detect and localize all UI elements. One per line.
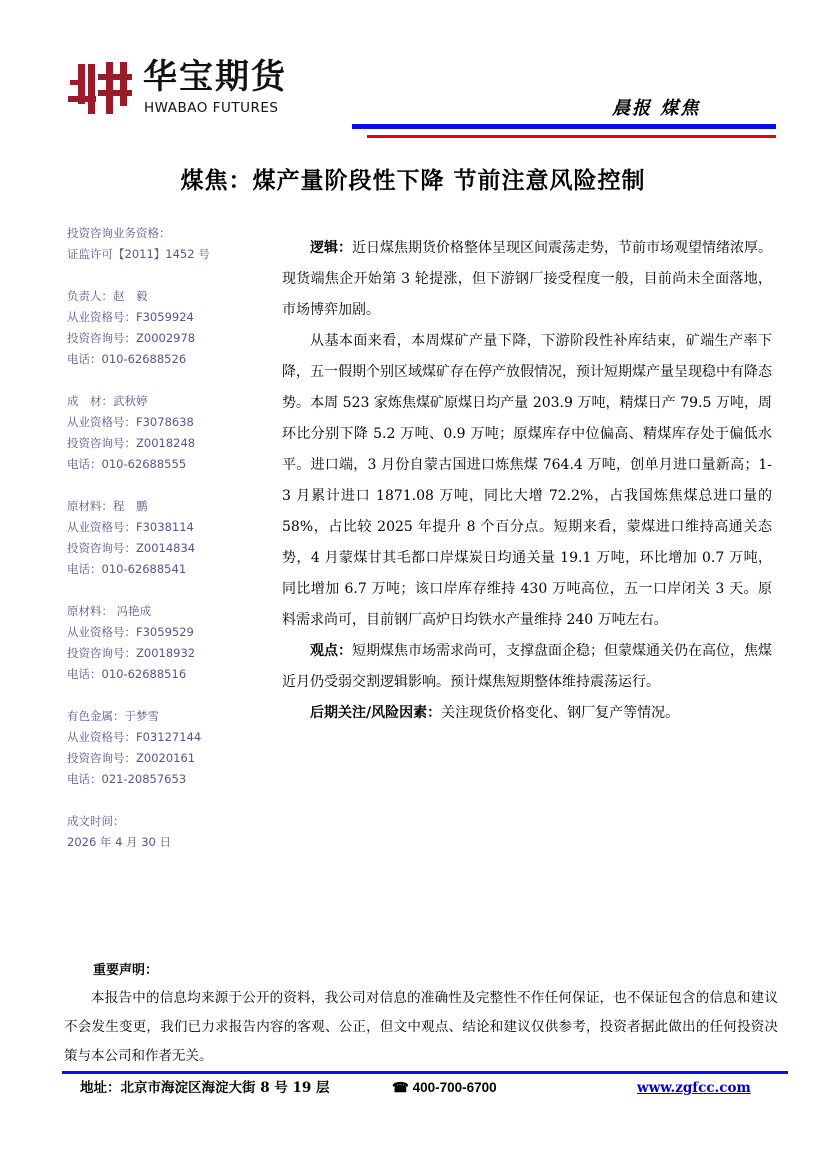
risk-paragraph bbox=[282, 698, 772, 729]
header-divider-blue bbox=[352, 124, 776, 129]
analyst-qualification: 从业资格号：F03127144 bbox=[67, 730, 202, 744]
date-label: 成文时间： bbox=[67, 814, 125, 828]
disclaimer-title: 重要声明： bbox=[93, 963, 159, 978]
view-paragraph bbox=[282, 636, 772, 698]
analyst-consult-number: 投资咨询号：Z0020161 bbox=[67, 751, 196, 765]
analyst-qualification: 从业资格号：F3059529 bbox=[67, 625, 194, 639]
date-value: 2026 年 4 月 30 日 bbox=[67, 835, 171, 849]
footer-phone bbox=[392, 1078, 637, 1098]
analyst-phone: 电话：010-62688555 bbox=[67, 457, 187, 471]
analyst-consult-number: 投资咨询号：Z0002978 bbox=[67, 331, 196, 345]
fundamentals-paragraph: 从基本面来看，本周煤矿产量下降，下游阶段性补库结束，矿端生产率下降，五一假期个别区域煤矿存在停产放假情况，预计短期煤产量呈现稳中有降态势。本周 523 家炼焦煤矿原煤日均产量 203.9 万吨，精煤日产 79.5 万吨，周环比分别下降 5.2 万吨、0.9 万吨；原煤库存中位偏高、精煤库存处于偏低水平。进口端，3 月份自蒙古国进口炼焦煤 764.4 万吨，创单月进口量新高；1-3 月累计进口 1871.08 万吨，同比大增 72.2%，占我国炼焦煤总进口量的 58%，占比较 2025 年提升 8 个百分点。短期来看，蒙煤进口维持高通关态势，4 月蒙煤甘其毛都口岸煤炭日均通关量 19.1 万吨，环比增加 0.7 万吨，同比增加 6.7 万吨；该口岸库存维持 430 万吨高位，五一口岸闭关 3 天。原料需求尚可，目前钢厂高炉日均铁水产量维持 240 万吨左右。 bbox=[282, 333, 772, 628]
report-type-label: 晨报 煤焦 bbox=[612, 98, 701, 119]
analyst-qualification: 从业资格号：F3059924 bbox=[67, 310, 194, 324]
analyst-role: 有色金属：于梦雪 bbox=[67, 709, 159, 723]
analyst-phone: 电话：010-62688541 bbox=[67, 562, 187, 576]
risk-text: 关注现货价格变化、钢厂复产等情况。 bbox=[441, 705, 680, 721]
view-text: 短期煤焦市场需求尚可，支撑盘面企稳；但蒙煤通关仍在高位，焦煤近月仍受弱交割逻辑影响。预计煤焦短期整体维持震荡运行。 bbox=[282, 643, 772, 690]
analyst-sidebar bbox=[67, 223, 267, 853]
analyst-role: 成 材：武秋婷 bbox=[67, 394, 148, 408]
phone-icon: ☎ bbox=[392, 1080, 409, 1095]
phone-number: 400-700-6700 bbox=[412, 1080, 497, 1095]
header-divider-red bbox=[367, 135, 776, 138]
logic-text: 近日煤焦期货价格整体呈现区间震荡走势，节前市场观望情绪浓厚。现货端焦企开始第 3 轮提涨，但下游钢厂接受程度一般，目前尚未全面落地，市场博弈加剧。 bbox=[282, 240, 772, 318]
analyst-qualification: 从业资格号：F3038114 bbox=[67, 520, 194, 534]
analyst-consult-number: 投资咨询号：Z0018248 bbox=[67, 436, 196, 450]
analyst-consult-number: 投资咨询号：Z0018932 bbox=[67, 646, 196, 660]
page-bottom bbox=[62, 960, 788, 1098]
disclaimer-body: 本报告中的信息均来源于公开的资料，我公司对信息的准确性及完整性不作任何保证，也不保证包含的信息和建议不会发生变更，我们已力求报告内容的客观、公正，但文中观点、结论和建议仅供参考，投资者据此做出的任何投资决策与本公司和作者无关。 bbox=[64, 990, 778, 1064]
analyst-consult-number: 投资咨询号：Z0014834 bbox=[67, 541, 196, 555]
analyst-role: 原材料： 冯艳成 bbox=[67, 604, 152, 618]
analyst-phone: 电话：010-62688526 bbox=[67, 352, 187, 366]
analyst-qualification: 从业资格号：F3078638 bbox=[67, 415, 194, 429]
logic-label: 逻辑： bbox=[310, 240, 352, 256]
analyst-role: 原材料：程 鹏 bbox=[67, 499, 148, 513]
footer-address: 地址：北京市海淀区海淀大街 8 号 19 层 bbox=[80, 1080, 330, 1096]
logic-paragraph bbox=[282, 233, 772, 326]
footer bbox=[62, 1074, 788, 1098]
license-label: 投资咨询业务资格： bbox=[67, 226, 171, 240]
license-value: 证监许可【2011】1452 号 bbox=[67, 247, 210, 261]
logo-text-en: HWABAO FUTURES bbox=[144, 100, 279, 116]
analyst-role: 负责人：赵 毅 bbox=[67, 289, 148, 303]
analyst-phone: 电话：021-20857653 bbox=[67, 772, 187, 786]
report-body bbox=[282, 233, 772, 729]
website-link[interactable]: www.zgfcc.com bbox=[637, 1080, 751, 1096]
hwabao-logo-icon bbox=[68, 62, 134, 114]
analyst-phone: 电话：010-62688516 bbox=[67, 667, 187, 681]
page-title: 煤焦：煤产量阶段性下降 节前注意风险控制 bbox=[180, 167, 646, 194]
risk-label: 后期关注/风险因素： bbox=[310, 705, 442, 721]
view-label: 观点： bbox=[310, 643, 352, 659]
logo-text-cn: 华宝期货 bbox=[143, 57, 287, 97]
